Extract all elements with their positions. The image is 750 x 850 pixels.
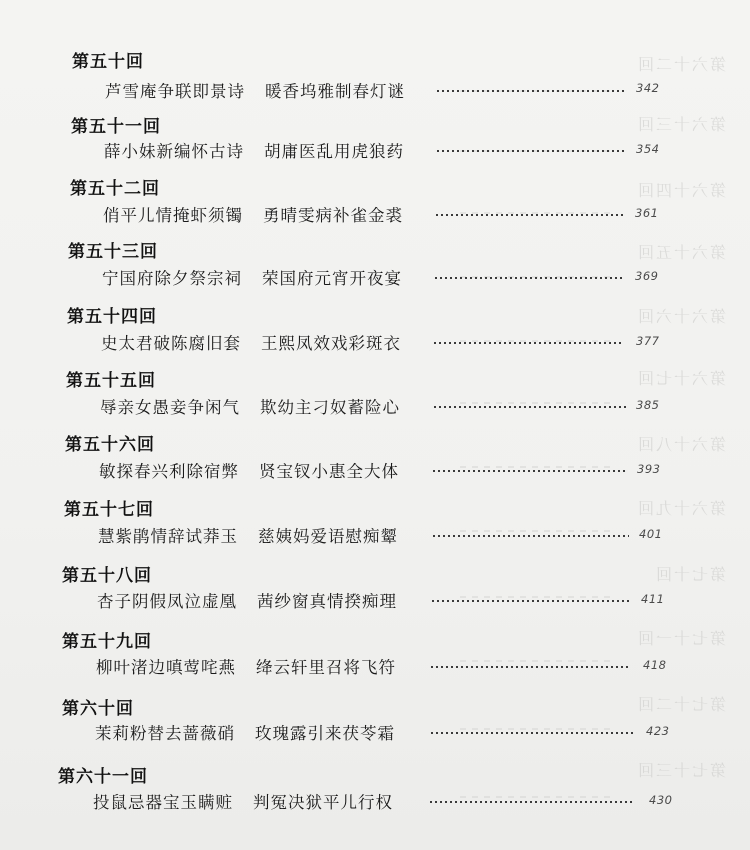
chapter-number: 第五十一回	[71, 117, 161, 137]
dot-leader	[432, 600, 630, 602]
chapter-title-first: 宁国府除夕祭宗祠	[102, 269, 242, 288]
dot-leader	[437, 90, 627, 92]
page-number: 354	[636, 142, 660, 156]
chapter-title-second: 判冤决狱平儿行权	[253, 793, 393, 812]
toc-entry[interactable]	[0, 112, 750, 172]
chapter-title-second: 慈姨妈爱语慰痴颦	[258, 527, 398, 546]
chapter-titles	[93, 789, 393, 813]
chapter-title-first: 杏子阴假凤泣虚凰	[97, 592, 237, 611]
dot-leader	[434, 406, 627, 408]
page-number: 418	[643, 658, 667, 672]
chapter-title-first: 辱亲女愚妾争闲气	[100, 398, 240, 417]
chapter-number: 第六十一回	[58, 767, 148, 787]
chapter-titles	[103, 202, 403, 226]
chapter-number: 第五十六回	[65, 435, 155, 455]
chapter-number: 第五十九回	[62, 632, 152, 652]
chapter-number: 第五十七回	[64, 500, 154, 520]
toc-entry[interactable]	[0, 237, 750, 297]
chapter-title-second: 绛云轩里召将飞符	[256, 658, 396, 677]
toc-entry[interactable]	[0, 430, 750, 490]
chapter-number: 第五十三回	[68, 242, 158, 262]
page-number: 430	[649, 793, 673, 807]
chapter-title-second: 贤宝钗小惠全大体	[259, 462, 399, 481]
chapter-titles	[96, 654, 396, 678]
dot-leader	[435, 277, 625, 279]
chapter-titles	[100, 394, 400, 418]
chapter-title-second: 胡庸医乱用虎狼药	[264, 142, 404, 161]
page-number: 423	[646, 724, 670, 738]
chapter-title-first: 敏探春兴利除宿弊	[99, 462, 239, 481]
chapter-title-second: 王熙凤效戏彩斑衣	[261, 334, 401, 353]
toc-entry[interactable]	[0, 174, 750, 234]
toc-entry[interactable]	[0, 366, 750, 426]
chapter-titles	[97, 588, 397, 612]
page-number: 342	[636, 81, 660, 95]
page-number: 361	[635, 206, 659, 220]
chapter-title-first: 史太君破陈腐旧套	[101, 334, 241, 353]
chapter-title-second: 勇晴雯病补雀金裘	[263, 206, 403, 225]
chapter-titles	[98, 523, 398, 547]
chapter-number: 第五十回	[72, 52, 144, 72]
dot-leader	[430, 801, 635, 803]
toc-entry[interactable]	[0, 495, 750, 555]
chapter-number: 第五十二回	[70, 179, 160, 199]
chapter-number: 第六十回	[62, 699, 134, 719]
chapter-title-first: 薛小妹新编怀古诗	[104, 142, 244, 161]
toc-entry[interactable]	[0, 627, 750, 687]
chapter-title-first: 投鼠忌器宝玉瞒赃	[93, 793, 233, 812]
chapter-titles	[102, 265, 402, 289]
chapter-title-second: 欺幼主刁奴蓄险心	[260, 398, 400, 417]
chapter-title-second: 茜纱窗真情揆痴理	[257, 592, 397, 611]
page-number: 411	[641, 592, 665, 606]
chapter-title-first: 俏平儿情掩虾须镯	[103, 206, 243, 225]
chapter-title-second: 玫瑰露引来茯苓霜	[255, 724, 395, 743]
chapter-titles	[104, 138, 404, 162]
toc-entry[interactable]	[0, 47, 750, 107]
chapter-number: 第五十四回	[67, 307, 157, 327]
chapter-title-first: 柳叶渚边嗔莺咤燕	[96, 658, 236, 677]
toc-entry[interactable]	[0, 302, 750, 362]
chapter-titles	[101, 330, 401, 354]
page-number: 369	[635, 269, 659, 283]
toc-entry[interactable]	[0, 561, 750, 621]
page-number: 393	[637, 462, 661, 476]
chapter-titles	[95, 720, 395, 744]
chapter-titles	[99, 458, 399, 482]
chapter-title-first: 芦雪庵争联即景诗	[105, 82, 245, 101]
chapter-number: 第五十八回	[62, 566, 152, 586]
page-number: 385	[636, 398, 660, 412]
toc-entry[interactable]	[0, 762, 750, 822]
dot-leader	[434, 342, 624, 344]
dot-leader	[431, 732, 633, 734]
show-through-text: 第六十二回 第六十三回 第六十四回 第六十五回 第六十六回 第六十七回 第六十八回 第六十九回 第七十回 第七十一回 第七十二回 第七十三回	[490, 0, 750, 850]
chapter-title-first: 茉莉粉替去蔷薇硝	[95, 724, 235, 743]
page-number: 377	[636, 334, 660, 348]
chapter-titles	[105, 78, 405, 102]
dot-leader	[431, 666, 631, 668]
page-number: 401	[639, 527, 663, 541]
chapter-title-second: 荣国府元宵开夜宴	[262, 269, 402, 288]
chapter-title-first: 慧紫鹃情辞试莽玉	[98, 527, 238, 546]
chapter-title-second: 暖香坞雅制春灯谜	[265, 82, 405, 101]
dot-leader	[433, 535, 629, 537]
dot-leader	[433, 470, 628, 472]
dot-leader	[436, 214, 626, 216]
toc-entry[interactable]	[0, 694, 750, 754]
dot-leader	[437, 150, 627, 152]
chapter-number: 第五十五回	[66, 371, 156, 391]
